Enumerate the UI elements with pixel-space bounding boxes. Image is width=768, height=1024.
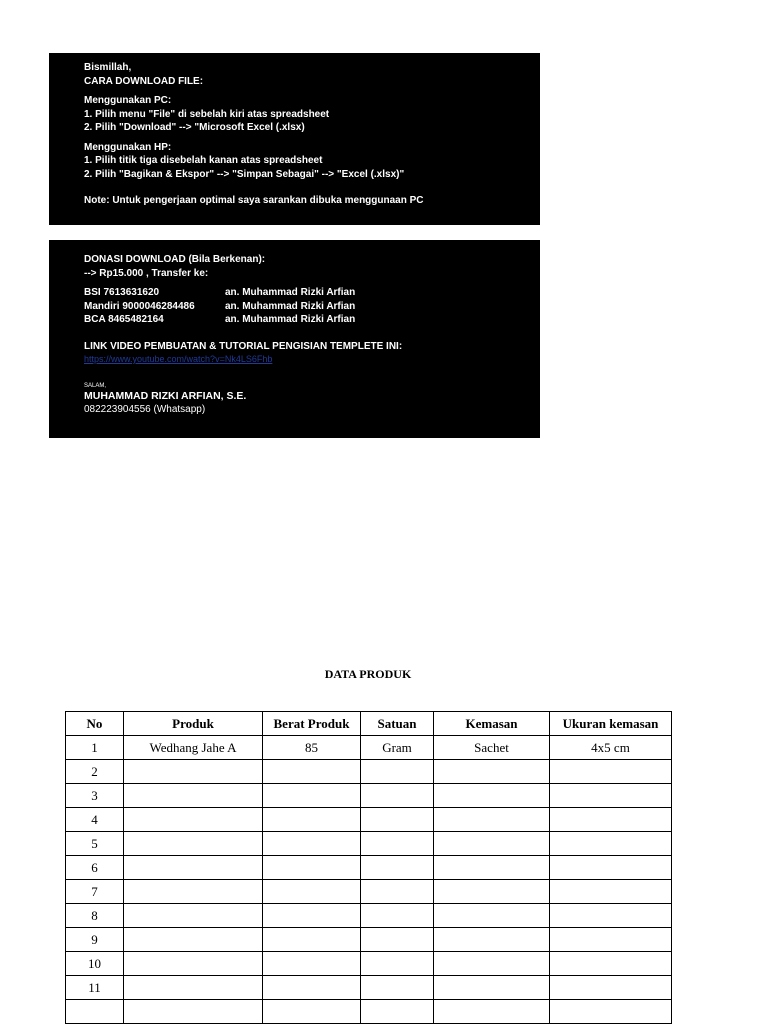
cell-satuan — [361, 928, 434, 952]
bank-holder: an. Muhammad Rizki Arfian — [225, 314, 356, 325]
table-row — [66, 856, 672, 880]
cell-berat — [263, 952, 361, 976]
cell-no: 5 — [66, 832, 124, 856]
cell-ukuran — [550, 928, 672, 952]
table-row — [66, 928, 672, 952]
cell-satuan — [361, 784, 434, 808]
header-berat: Berat Produk — [263, 712, 361, 736]
table-row — [66, 736, 672, 760]
cell-no: 11 — [66, 976, 124, 1000]
header-ukuran: Ukuran kemasan — [550, 712, 672, 736]
cell-satuan: Gram — [361, 736, 434, 760]
cell-satuan — [361, 1000, 434, 1024]
video-title: LINK VIDEO PEMBUATAN & TUTORIAL PENGISIAN TEMPLETE INI: — [84, 340, 403, 352]
cell-kemasan — [434, 952, 550, 976]
cell-berat — [263, 856, 361, 880]
bank-account: Mandiri 9000046284486 — [84, 300, 195, 312]
table-body — [66, 736, 672, 1024]
cell-kemasan — [434, 1000, 550, 1024]
cell-ukuran — [550, 880, 672, 904]
cell-no: 2 — [66, 760, 124, 784]
product-table — [65, 711, 672, 1024]
header-no: No — [66, 712, 124, 736]
pc-title: Menggunakan PC: — [84, 95, 172, 106]
cell-ukuran: 4x5 cm — [550, 736, 672, 760]
author-name: MUHAMMAD RIZKI ARFIAN, S.E. — [84, 389, 247, 402]
header-produk: Produk — [124, 712, 263, 736]
cell-berat — [263, 808, 361, 832]
cell-kemasan — [434, 808, 550, 832]
cell-produk: Wedhang Jahe A — [124, 736, 263, 760]
cell-produk — [124, 808, 263, 832]
cell-berat — [263, 928, 361, 952]
cell-kemasan — [434, 928, 550, 952]
cell-produk — [124, 880, 263, 904]
cell-produk — [124, 856, 263, 880]
cell-satuan — [361, 760, 434, 784]
download-instructions-box — [49, 53, 540, 225]
cell-satuan — [361, 808, 434, 832]
cell-ukuran — [550, 976, 672, 1000]
bank-holder: an. Muhammad Rizki Arfian — [225, 287, 356, 298]
hp-step-1: 1. Pilih titik tiga disebelah kanan atas spreadsheet — [84, 155, 323, 166]
table-row — [66, 952, 672, 976]
cell-satuan — [361, 856, 434, 880]
cell-kemasan — [434, 976, 550, 1000]
donation-title: DONASI DOWNLOAD (Bila Berkenan): — [84, 254, 266, 265]
cell-berat — [263, 976, 361, 1000]
cell-no: 8 — [66, 904, 124, 928]
cell-berat — [263, 832, 361, 856]
table-row — [66, 808, 672, 832]
table-row — [66, 1000, 672, 1024]
cell-produk — [124, 832, 263, 856]
cell-kemasan — [434, 880, 550, 904]
header-satuan: Satuan — [361, 712, 434, 736]
cell-no: 4 — [66, 808, 124, 832]
hp-step-2: 2. Pilih "Bagikan & Ekspor" --> "Simpan Sebagai" --> "Excel (.xlsx)" — [84, 168, 405, 180]
cell-no: 1 — [66, 736, 124, 760]
cell-kemasan — [434, 784, 550, 808]
cell-no: 7 — [66, 880, 124, 904]
table-row — [66, 784, 672, 808]
cell-ukuran — [550, 760, 672, 784]
cell-kemasan — [434, 904, 550, 928]
cell-no: 9 — [66, 928, 124, 952]
cell-produk — [124, 976, 263, 1000]
bank-holder: an. Muhammad Rizki Arfian — [225, 300, 356, 312]
cell-ukuran — [550, 1000, 672, 1024]
cell-kemasan — [434, 760, 550, 784]
table-row — [66, 880, 672, 904]
cell-ukuran — [550, 952, 672, 976]
bank-account: BCA 8465482164 — [84, 314, 164, 325]
cell-no: 3 — [66, 784, 124, 808]
cell-kemasan — [434, 832, 550, 856]
cell-berat: 85 — [263, 736, 361, 760]
table-row — [66, 832, 672, 856]
cell-satuan — [361, 904, 434, 928]
cell-no: 10 — [66, 952, 124, 976]
cell-berat — [263, 904, 361, 928]
pc-step-1: 1. Pilih menu "File" di sebelah kiri atas spreadsheet — [84, 108, 330, 120]
cell-produk — [124, 904, 263, 928]
cell-no — [66, 1000, 124, 1024]
table-row — [66, 904, 672, 928]
greeting: Bismillah, — [84, 62, 132, 73]
header-kemasan: Kemasan — [434, 712, 550, 736]
bank-account: BSI 7613631620 — [84, 287, 160, 298]
cell-satuan — [361, 832, 434, 856]
bank-row — [84, 313, 540, 327]
cell-satuan — [361, 976, 434, 1000]
salam: SALAM, — [84, 382, 107, 389]
cell-ukuran — [550, 832, 672, 856]
donation-amount: --> Rp15.000 , Transfer ke: — [84, 267, 209, 279]
cell-ukuran — [550, 904, 672, 928]
cell-produk — [124, 952, 263, 976]
hp-title: Menggunakan HP: — [84, 141, 172, 153]
cell-produk — [124, 784, 263, 808]
note: Note: Untuk pengerjaan optimal saya sarankan dibuka menggunaan PC — [84, 195, 424, 206]
cell-berat — [263, 1000, 361, 1024]
cell-satuan — [361, 880, 434, 904]
table-row — [66, 760, 672, 784]
table-header-row — [66, 712, 672, 736]
cell-berat — [263, 784, 361, 808]
cell-satuan — [361, 952, 434, 976]
table-title: DATA PRODUK — [324, 667, 412, 681]
author-phone: 082223904556 (Whatsapp) — [84, 404, 206, 415]
cell-kemasan: Sachet — [434, 736, 550, 760]
cell-kemasan — [434, 856, 550, 880]
cell-produk — [124, 760, 263, 784]
cell-berat — [263, 760, 361, 784]
cell-berat — [263, 880, 361, 904]
table-row — [66, 976, 672, 1000]
pc-step-2: 2. Pilih "Download" --> "Microsoft Excel (.xlsx) — [84, 122, 305, 133]
cell-ukuran — [550, 808, 672, 832]
video-link[interactable]: https://www.youtube.com/watch?v=Nk4LS6Fhb — [84, 354, 273, 364]
bank-row — [84, 300, 540, 314]
cell-produk — [124, 928, 263, 952]
cell-no: 6 — [66, 856, 124, 880]
cell-produk — [124, 1000, 263, 1024]
bank-row — [84, 286, 540, 300]
download-heading: CARA DOWNLOAD FILE: — [84, 75, 204, 87]
cell-ukuran — [550, 784, 672, 808]
cell-ukuran — [550, 856, 672, 880]
donation-box — [49, 240, 540, 438]
